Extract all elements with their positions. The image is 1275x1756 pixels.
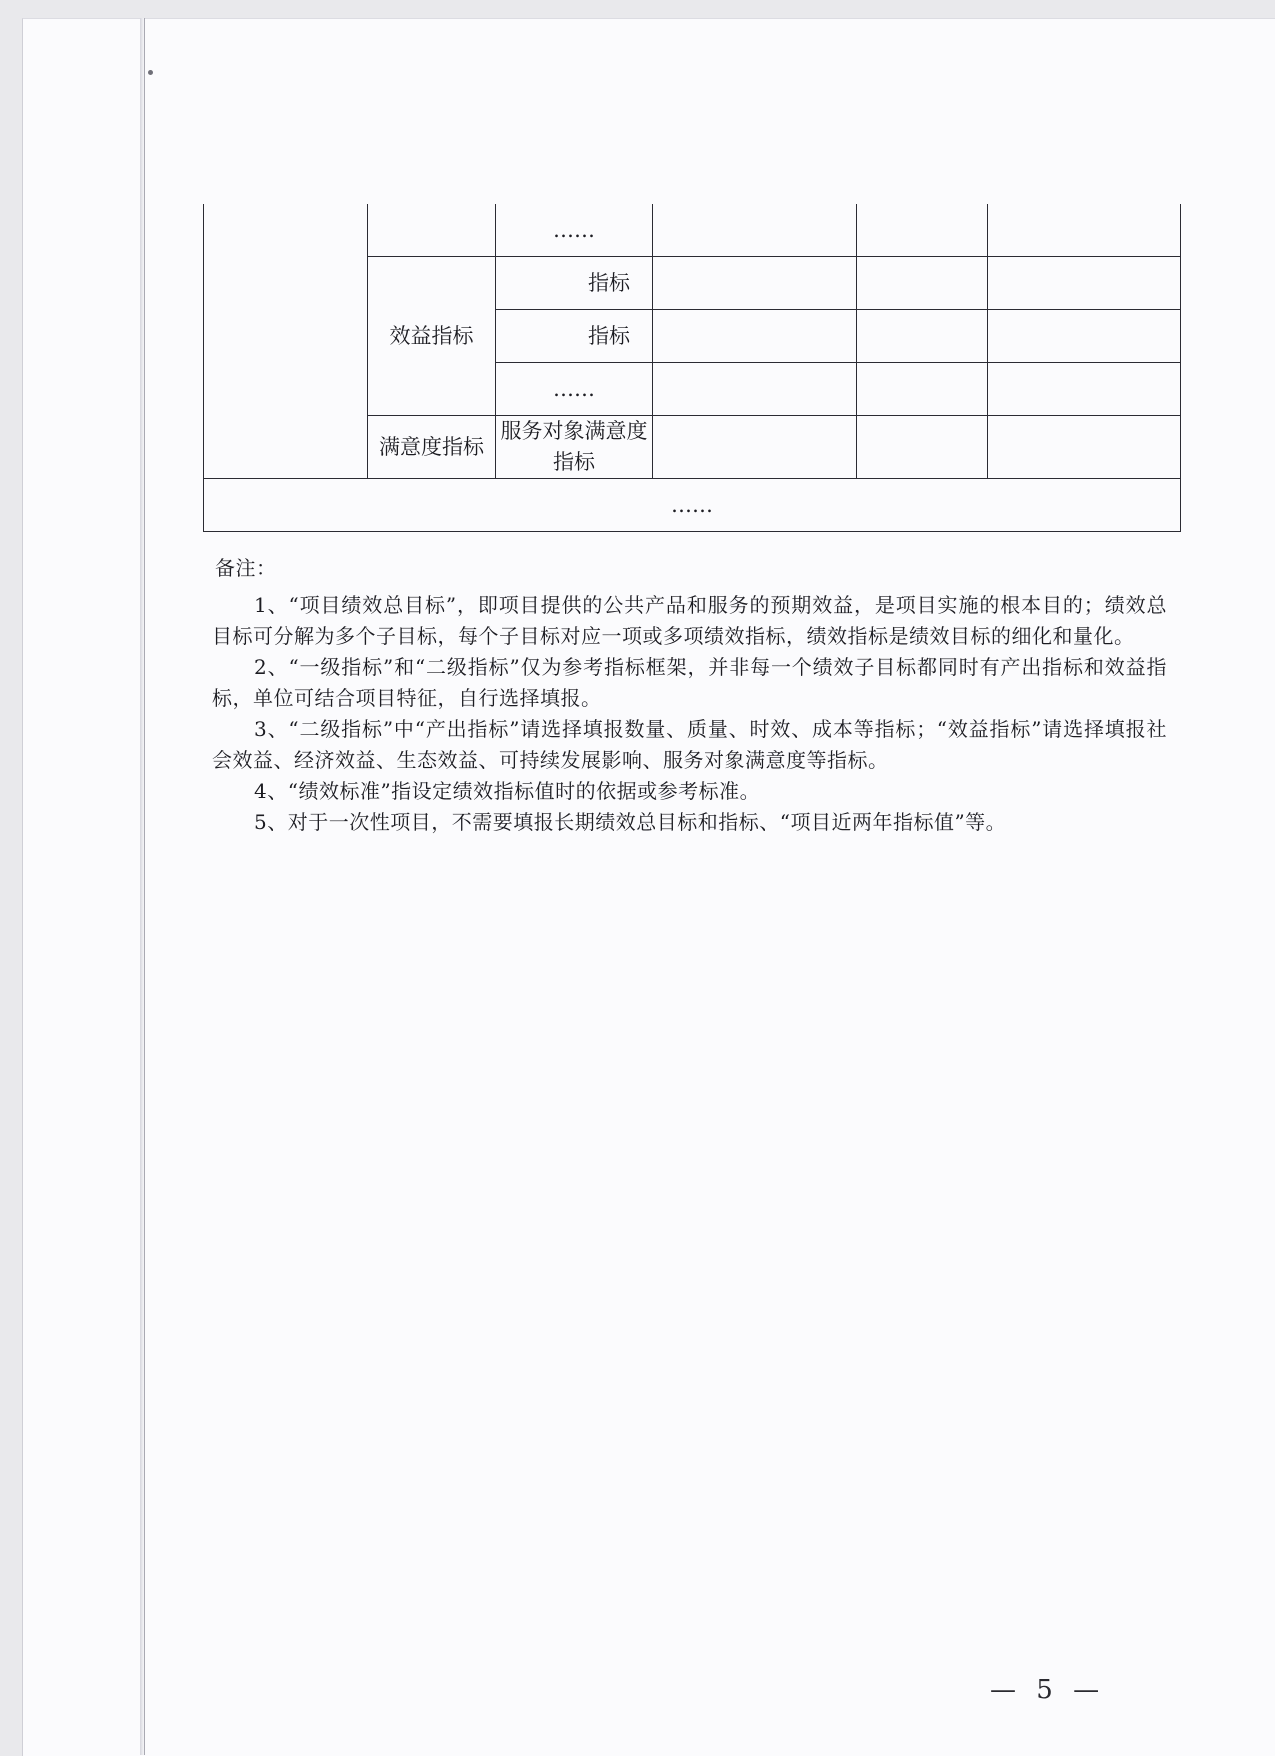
table-cell: [653, 363, 857, 416]
table-footer-cell: ……: [204, 479, 1181, 532]
table-cell: [653, 416, 857, 479]
notes-section: [212, 553, 1167, 838]
table-cell: [988, 363, 1181, 416]
level3-indicator-cell: 服务对象满意度指标: [496, 416, 653, 479]
level3-indicator-cell: ……: [496, 204, 653, 257]
table-cell: [653, 204, 857, 257]
performance-indicator-table: [203, 204, 1181, 532]
level2-indicator-cell: [368, 204, 496, 257]
table-cell: [857, 310, 988, 363]
table-cell: [653, 257, 857, 310]
table-cell: [988, 257, 1181, 310]
note-item: 4、“绩效标准”指设定绩效指标值时的依据或参考标准。: [254, 779, 761, 803]
table-row: [204, 204, 1181, 257]
fold-line: [144, 18, 145, 1755]
note-item: 1、“项目绩效总目标”，即项目提供的公共产品和服务的预期效益，是项目实施的根本目的；绩效总目标可分解为多个子目标，每个子目标对应一项或多项绩效指标，绩效指标是绩效目标的细化和量化。: [212, 593, 1167, 648]
level2-indicator-cell: 效益指标: [368, 257, 496, 416]
level1-indicator-cell: [204, 204, 368, 479]
table-cell: [857, 363, 988, 416]
table-cell: [857, 416, 988, 479]
staple-mark: [148, 70, 153, 75]
table-cell: [988, 310, 1181, 363]
table-cell: [988, 416, 1181, 479]
table-cell: [857, 257, 988, 310]
note-item: 3、“二级指标”中“产出指标”请选择填报数量、质量、时效、成本等指标；“效益指标”请选择填报社会效益、经济效益、生态效益、可持续发展影响、服务对象满意度等指标。: [212, 717, 1167, 772]
notes-title: 备注：: [215, 556, 277, 580]
table-cell: [988, 204, 1181, 257]
page-number: — 5 —: [990, 1675, 1106, 1705]
level3-indicator-cell: 指标: [496, 310, 653, 363]
note-item: 2、“一级指标”和“二级指标”仅为参考指标框架，并非每一个绩效子目标都同时有产出指标和效益指标，单位可结合项目特征，自行选择填报。: [212, 655, 1167, 710]
level3-indicator-cell: ……: [496, 363, 653, 416]
table-cell: [857, 204, 988, 257]
level2-indicator-cell: 满意度指标: [368, 416, 496, 479]
note-item: 5、对于一次性项目，不需要填报长期绩效总目标和指标、“项目近两年指标值”等。: [254, 810, 1007, 834]
table-cell: [653, 310, 857, 363]
level3-indicator-cell: 指标: [496, 257, 653, 310]
table-footer-row: [204, 479, 1181, 532]
